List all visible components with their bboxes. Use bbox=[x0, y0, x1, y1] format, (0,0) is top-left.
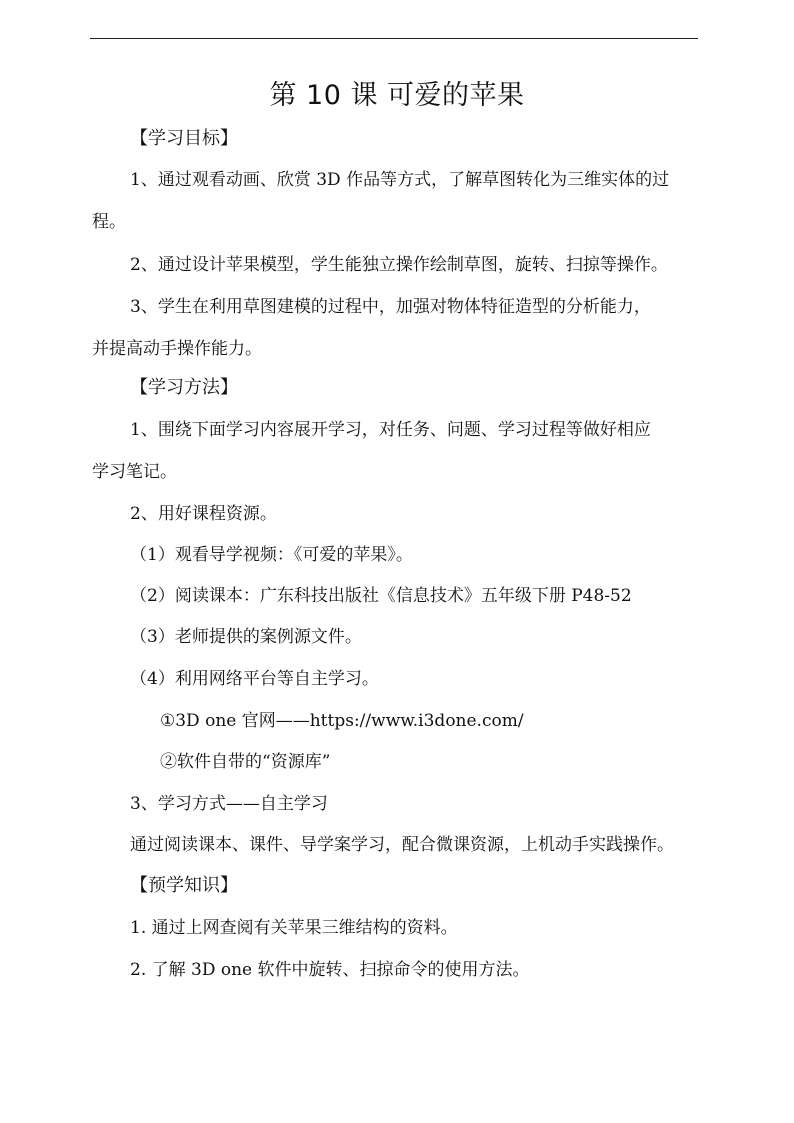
resource-4-library: ②软件自带的“资源库” bbox=[160, 752, 331, 772]
lesson-title: 第 10 课 可爱的苹果 bbox=[269, 80, 525, 111]
objective-2: 2、通过设计苹果模型，学生能独立操作绘制草图，旋转、扫掠等操作。 bbox=[130, 255, 668, 275]
resource-2: （2）阅读课本：广东科技出版社《信息技术》五年级下册 P48-52 bbox=[130, 586, 632, 606]
section-heading-objectives: 【学习目标】 bbox=[130, 128, 238, 149]
preview-2: 2. 了解 3D one 软件中旋转、扫掠命令的使用方法。 bbox=[130, 960, 530, 980]
method-3: 3、学习方式——自主学习 bbox=[130, 794, 328, 814]
objective-1-line-1: 1、通过观看动画、欣赏 3D 作品等方式，了解草图转化为三维实体的过 bbox=[130, 170, 670, 190]
resource-1: （1）观看导学视频：《可爱的苹果》。 bbox=[130, 545, 413, 565]
method-1-line-1: 1、围绕下面学习内容展开学习，对任务、问题、学习过程等做好相应 bbox=[130, 420, 651, 440]
objective-3-line-2: 并提高动手操作能力。 bbox=[92, 339, 262, 359]
resource-3: （3）老师提供的案例源文件。 bbox=[130, 627, 362, 647]
header-rule bbox=[90, 38, 698, 39]
method-1-line-2: 学习笔记。 bbox=[92, 462, 177, 482]
section-heading-preview: 【预学知识】 bbox=[130, 875, 238, 896]
objective-3-line-1: 3、学生在利用草图建模的过程中，加强对物体特征造型的分析能力， bbox=[130, 297, 651, 317]
objective-1-line-2: 程。 bbox=[92, 212, 126, 232]
preview-1: 1. 通过上网查阅有关苹果三维结构的资料。 bbox=[130, 918, 458, 938]
resource-4: （4）利用网络平台等自主学习。 bbox=[130, 669, 379, 689]
resource-4-website: ①3D one 官网——https://www.i3done.com/ bbox=[160, 711, 524, 731]
section-heading-methods: 【学习方法】 bbox=[130, 377, 238, 398]
method-2: 2、用好课程资源。 bbox=[130, 504, 277, 524]
method-3-detail: 通过阅读课本、课件、导学案学习，配合微课资源，上机动手实践操作。 bbox=[130, 835, 674, 855]
